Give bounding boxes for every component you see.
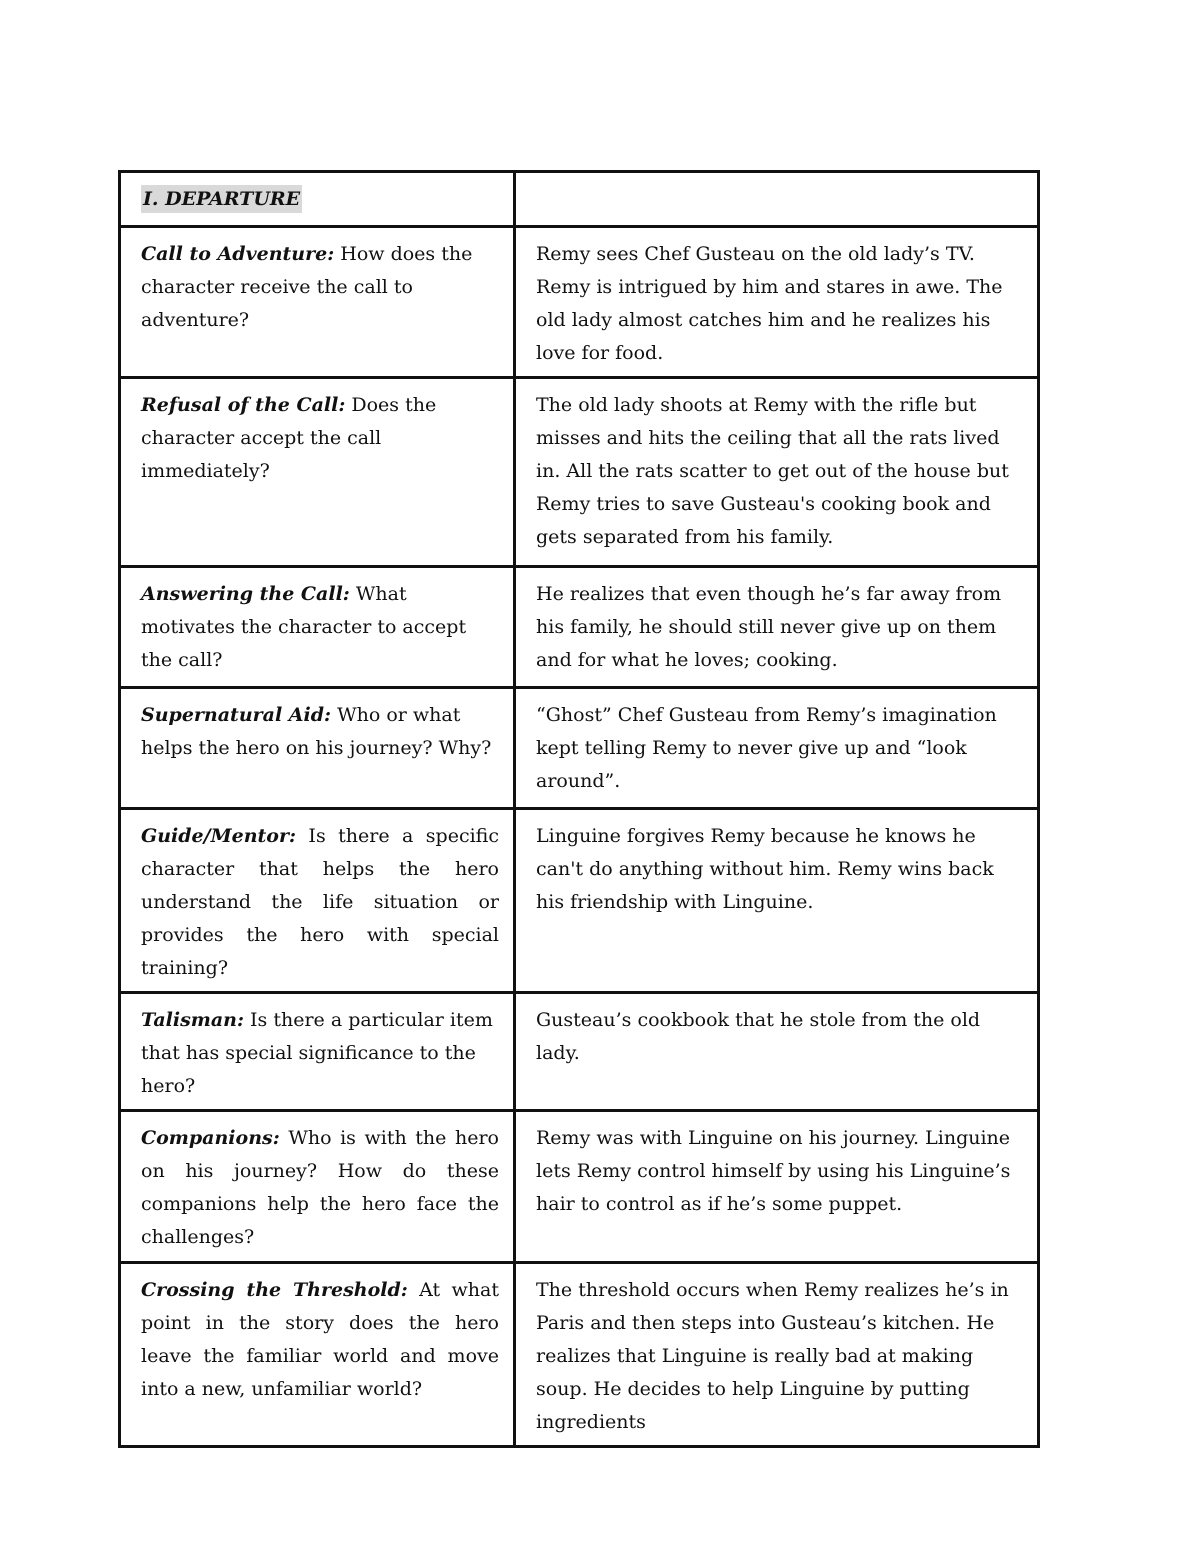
stage-answer: “Ghost” Chef Gusteau from Remy’s imagination kept telling Remy to never give up and “look around”. bbox=[536, 704, 997, 792]
stage-answer: The threshold occurs when Remy realizes he’s in Paris and then steps into Gusteau’s kitchen. He realizes that Linguine is really bad at making soup. He decides to help Linguine by putting ingredients bbox=[536, 1279, 1009, 1433]
table-row bbox=[120, 1111, 1039, 1263]
stage-answer-cell bbox=[515, 809, 1039, 993]
stage-answer-cell bbox=[515, 378, 1039, 567]
table-row bbox=[120, 809, 1039, 993]
stage-term: Talisman: bbox=[141, 1009, 245, 1031]
stage-question-cell bbox=[120, 809, 515, 993]
stage-answer: Remy sees Chef Gusteau on the old lady’s TV. Remy is intrigued by him and stares in awe. The old lady almost catches him and he realizes his love for food. bbox=[536, 243, 1003, 364]
stage-term: Supernatural Aid: bbox=[141, 704, 332, 726]
stage-question-cell bbox=[120, 567, 515, 688]
table-row bbox=[120, 1263, 1039, 1447]
stage-question-cell bbox=[120, 1263, 515, 1447]
hero-journey-table bbox=[118, 170, 1040, 1448]
stage-question: Is there a particular item that has special significance to the hero? bbox=[141, 1009, 493, 1097]
stage-question-cell bbox=[120, 378, 515, 567]
table-header-row bbox=[120, 172, 1039, 227]
stage-term: Crossing the Threshold: bbox=[141, 1279, 408, 1301]
stage-term: Refusal of the Call: bbox=[141, 394, 346, 416]
stage-answer-cell bbox=[515, 688, 1039, 809]
stage-question: At what point in the story does the hero leave the familiar world and move into a new, unfamiliar world? bbox=[141, 1279, 499, 1400]
stage-question-cell bbox=[120, 993, 515, 1111]
stage-term: Answering the Call: bbox=[141, 583, 350, 605]
stage-answer-cell bbox=[515, 1111, 1039, 1263]
stage-answer-cell bbox=[515, 567, 1039, 688]
stage-question: What motivates the character to accept the call? bbox=[141, 583, 467, 671]
stage-answer: Remy was with Linguine on his journey. Linguine lets Remy control himself by using his Linguine’s hair to control as if he’s some puppet. bbox=[536, 1127, 1011, 1215]
table-row bbox=[120, 567, 1039, 688]
stage-term: Companions: bbox=[141, 1127, 280, 1149]
stage-question-cell bbox=[120, 227, 515, 378]
stage-question: Who or what helps the hero on his journey? Why? bbox=[141, 704, 492, 759]
stage-term: Guide/Mentor: bbox=[141, 825, 296, 847]
stage-answer: The old lady shoots at Remy with the rifle but misses and hits the ceiling that all the rats lived in. All the rats scatter to get out of the house but Remy tries to save Gusteau's cooking book and gets separated from his family. bbox=[536, 394, 1009, 548]
stage-answer: Gusteau’s cookbook that he stole from the old lady. bbox=[536, 1009, 981, 1064]
section-heading: I. DEPARTURE bbox=[141, 185, 302, 213]
table-row bbox=[120, 993, 1039, 1111]
stage-answer-cell bbox=[515, 1263, 1039, 1447]
empty-header-cell bbox=[515, 172, 1039, 227]
table-row bbox=[120, 227, 1039, 378]
stage-term: Call to Adventure: bbox=[141, 243, 335, 265]
stage-answer: He realizes that even though he’s far away from his family, he should still never give up on them and for what he loves; cooking. bbox=[536, 583, 1002, 671]
stage-question: Does the character accept the call immediately? bbox=[141, 394, 437, 482]
stage-question-cell bbox=[120, 1111, 515, 1263]
stage-answer-cell bbox=[515, 993, 1039, 1111]
stage-question: Who is with the hero on his journey? How do these companions help the hero face the challenges? bbox=[141, 1127, 499, 1248]
stage-answer: Linguine forgives Remy because he knows he can't do anything without him. Remy wins back his friendship with Linguine. bbox=[536, 825, 994, 913]
stage-question: How does the character receive the call to adventure? bbox=[141, 243, 473, 331]
stage-question: Is there a specific character that helps the hero understand the life situation or provides the hero with special training? bbox=[141, 825, 499, 979]
stage-answer-cell bbox=[515, 227, 1039, 378]
table-row bbox=[120, 378, 1039, 567]
section-heading-cell bbox=[120, 172, 515, 227]
table-row bbox=[120, 688, 1039, 809]
stage-question-cell bbox=[120, 688, 515, 809]
